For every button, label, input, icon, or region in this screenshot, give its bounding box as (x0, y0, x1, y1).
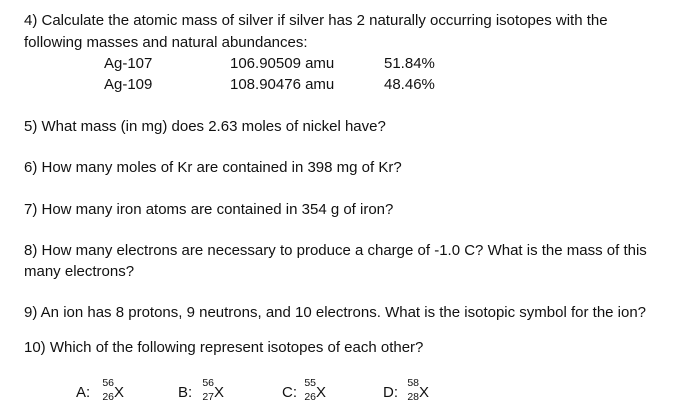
atomic-number: 26 (102, 391, 114, 403)
isotope-name: Ag-109 (104, 76, 153, 93)
question-5: 5) What mass (in mg) does 2.63 moles of nickel have? (24, 118, 386, 135)
atomic-number: 26 (304, 391, 316, 403)
element-symbol: X (315, 384, 326, 401)
choice-label: A: (76, 384, 91, 401)
question-10: 10) Which of the following represent isotopes of each other? (24, 339, 424, 356)
question-4-line-2: following masses and natural abundances: (24, 34, 308, 51)
question-9: 9) An ion has 8 protons, 9 neutrons, and 10 electrons. What is the isotopic symbol for the ion? (24, 304, 647, 321)
question-4-line-1: 4) Calculate the atomic mass of silver if silver has 2 naturally occurring isotopes with the (24, 12, 608, 29)
mass-number: 58 (407, 377, 419, 389)
choice-label: C: (282, 384, 297, 401)
question-7: 7) How many iron atoms are contained in 354 g of iron? (24, 201, 394, 218)
isotope-symbol (98, 378, 124, 404)
isotope-abundance: 51.84% (384, 55, 435, 72)
isotope-mass: 106.90509 amu (230, 55, 335, 72)
mass-number: 56 (102, 377, 114, 389)
element-symbol: X (418, 384, 429, 401)
atomic-number: 27 (202, 391, 214, 403)
isotope-name: Ag-107 (104, 55, 153, 72)
mass-number: 55 (304, 377, 316, 389)
isotope-symbol (300, 378, 326, 404)
isotope-symbol (198, 378, 224, 404)
isotope-abundance: 48.46% (384, 76, 435, 93)
atomic-number: 28 (407, 391, 419, 403)
choice-label: B: (178, 384, 193, 401)
isotope-mass: 108.90476 amu (230, 76, 335, 93)
element-symbol: X (113, 384, 124, 401)
element-symbol: X (213, 384, 224, 401)
question-8-line-2: many electrons? (24, 263, 135, 280)
question-6: 6) How many moles of Kr are contained in 398 mg of Kr? (24, 159, 402, 176)
choice-label: D: (383, 384, 398, 401)
mass-number: 56 (202, 377, 214, 389)
isotope-symbol (403, 378, 429, 404)
question-8-line-1: 8) How many electrons are necessary to produce a charge of -1.0 C? What is the mass of this (24, 242, 647, 259)
